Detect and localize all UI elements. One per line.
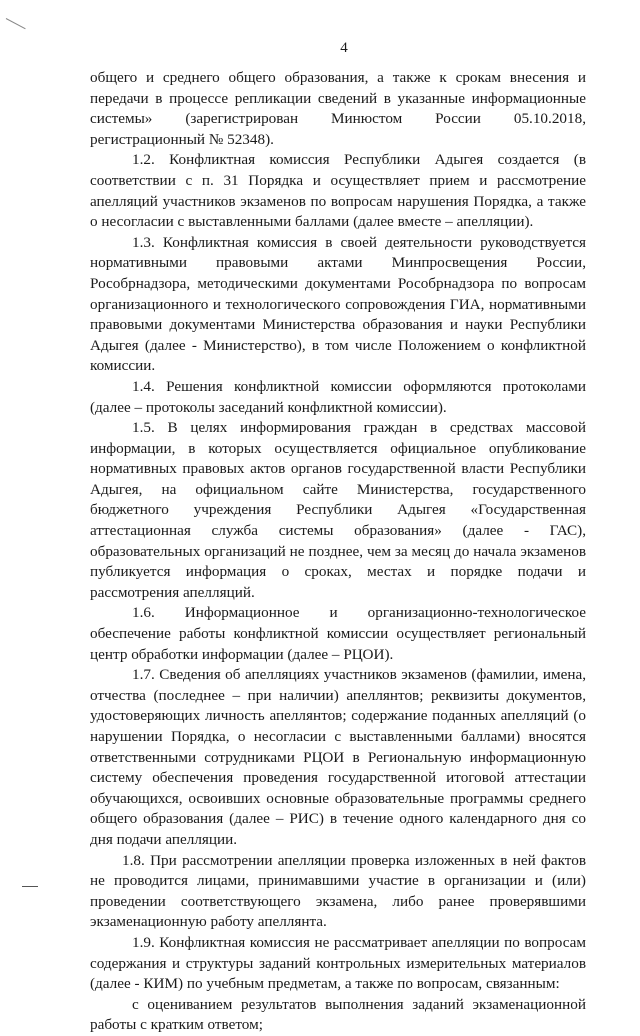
paragraph-1-3: 1.3. Конфликтная комиссия в своей деятельности руководствуется нормативными правовыми актами Минпросвещения России, Рособрнадзора, методическими документами Рособрнадзора по вопросам организационного и технологического сопровождения ГИА, нормативными правовыми документами Министерства образования и науки Республики Адыгея (далее - Министерство), в том числе Положением о конфликтной комиссии. [90,233,586,375]
paragraph-1-8: 1.8. При рассмотрении апелляции проверка изложенных в ней фактов не проводится лицами, принимавшими участие в организации и (или) проведении соответствующего экзамена, либо ранее проверявшими экзаменационную работу апеллянта. [90,851,586,931]
paragraph-list-item: с оцениванием результатов выполнения заданий экзаменационной работы с кратким ответом; [90,995,586,1034]
scan-artifact [6,18,26,29]
paragraph-1-9: 1.9. Конфликтная комиссия не рассматривает апелляции по вопросам содержания и структуры заданий контрольных измерительных материалов (далее - КИМ) по учебным предметам, а также по вопросам, связанным: [90,933,586,993]
page-number: 4 [340,40,348,56]
document-body [90,68,586,1036]
paragraph-1-7: 1.7. Сведения об апелляциях участников экзаменов (фамилии, имена, отчества (последнее – при наличии) апеллянтов; реквизиты документов, удостоверяющих личность апеллянтов; содержание поданных апелляций (о нарушении Порядка, о несогласии с выставленными баллами) вносятся ответственными сотрудниками РЦОИ в Региональную информационную систему обеспечения проведения государственной итоговой аттестации обучающихся, освоивших основные образовательные программы среднего общего образования (далее – РИС) в течение одного календарного дня со дня подачи апелляции. [90,666,586,848]
paragraph-1-2: 1.2. Конфликтная комиссия Республики Адыгея создается (в соответствии с п. 31 Порядка и осуществляет прием и рассмотрение апелляций участников экзаменов по вопросам нарушения Порядка, а также о несогласии с выставленными баллами (далее вместе – апелляции). [90,151,586,231]
scan-artifact [22,886,38,887]
paragraph-continuation: общего и среднего общего образования, а также к срокам внесения и передачи в процессе репликации сведений в указанные информационные системы» (зарегистрирован Минюстом России 05.10.2018, регистрационный № 52348). [90,69,586,148]
paragraph-1-5: 1.5. В целях информирования граждан в средствах массовой информации, в которых осуществляется официальное опубликование нормативных правовых актов органов государственной власти Республики Адыгея, на официальном сайте Министерства, государственного бюджетного учреждения Республики Адыгея «Государственная аттестационная служба системы образования» (далее - ГАС), образовательных организаций не позднее, чем за месяц до начала экзаменов публикуется информация о сроках, местах и порядке подачи и рассмотрения апелляций. [90,419,586,601]
paragraph-1-4: 1.4. Решения конфликтной комиссии оформляются протоколами (далее – протоколы заседаний конфликтной комиссии). [90,377,586,416]
paragraph-1-6: 1.6. Информационное и организационно-технологическое обеспечение работы конфликтной комиссии осуществляет региональный центр обработки информации (далее – РЦОИ). [90,604,586,663]
